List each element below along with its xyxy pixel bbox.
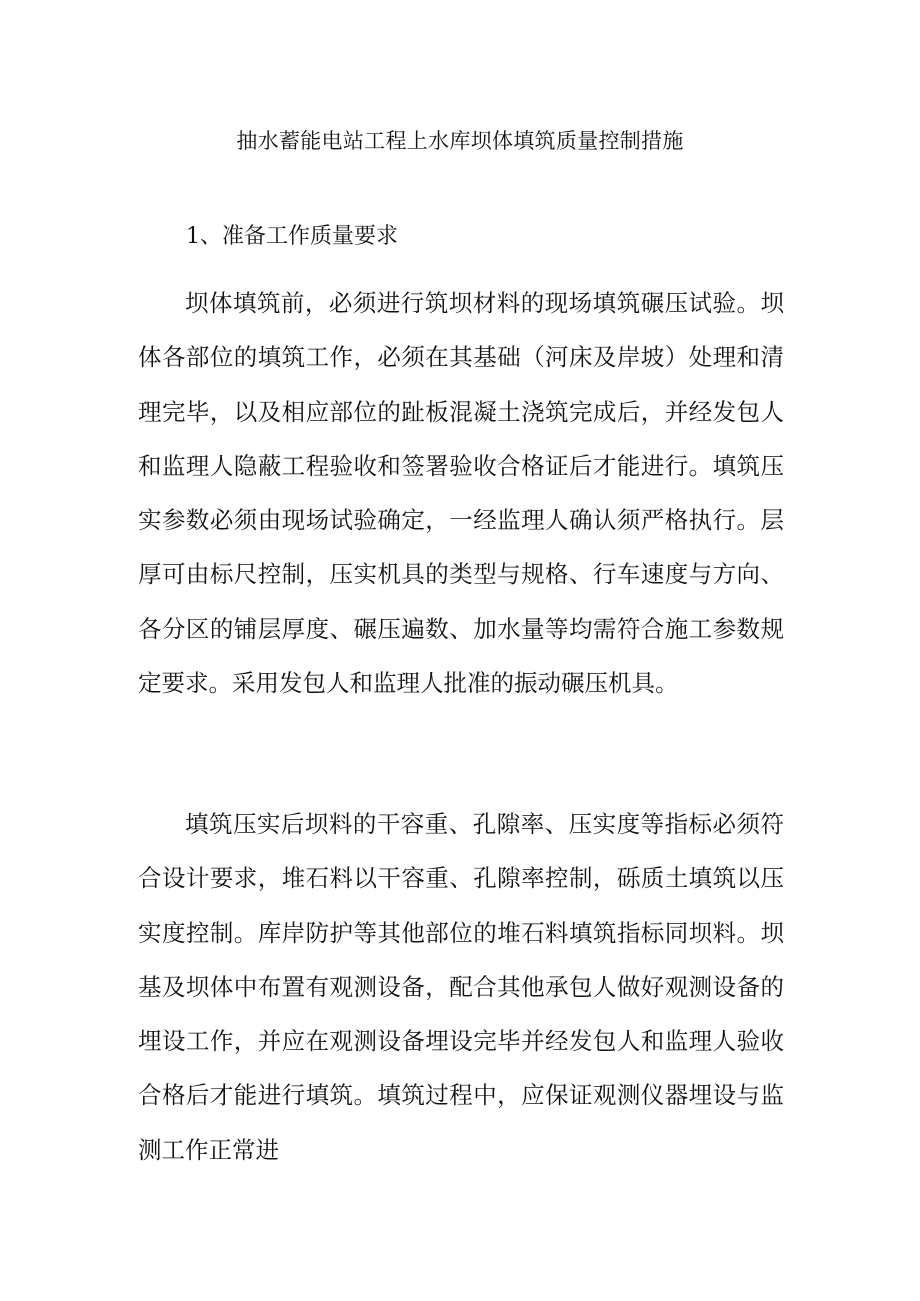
document-title: 抽水蓄能电站工程上水库坝体填筑质量控制措施 (236, 129, 684, 153)
paragraph-1: 坝体填筑前，必须进行筑坝材料的现场填筑碾压试验。坝体各部位的填筑工作，必须在其基础（河床及岸坡）处理和清理完毕，以及相应部位的趾板混凝土浇筑完成后，并经发包人和监理人隐蔽工程验收和签署验收合格证后才能进行。填筑压实参数必须由现场试验确定，一经监理人确认须严格执行。层厚可由标尺控制，压实机具的类型与规格、行车速度与方向、各分区的铺层厚度、碾压遍数、加水量等均需符合施工参数规定要求。采用发包人和监理人批准的振动碾压机具。 (138, 289, 784, 698)
section-heading: 1、准备工作质量要求 (186, 224, 398, 249)
paragraph-2: 填筑压实后坝料的干容重、孔隙率、压实度等指标必须符合设计要求，堆石料以干容重、孔隙率控制，砾质土填筑以压实度控制。库岸防护等其他部位的堆石料填筑指标同坝料。坝基及坝体中布置有观测设备，配合其他承包人做好观测设备的埋设工作，并应在观测设备埋设完毕并经发包人和监理人验收合格后才能进行填筑。填筑过程中，应保证观测仪器埋设与监测工作正常进 (138, 810, 784, 1164)
